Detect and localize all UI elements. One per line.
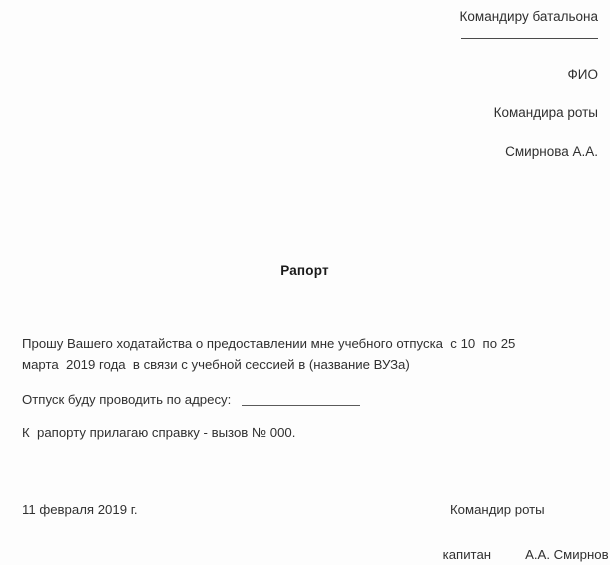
addressee-blank-rule (461, 38, 598, 39)
addressee-line-fio: ФИО (567, 66, 598, 82)
footer-date: 11 февраля 2019 г. (22, 502, 138, 517)
body-paragraph-address (22, 389, 567, 410)
body-paragraph-request-line-1: Прошу Вашего ходатайства о предоставлении мне учебного отпуска с 10 по 25 (22, 336, 516, 351)
address-blank-rule (242, 405, 360, 406)
footer-signer-name: А.А. Смирнов (525, 547, 609, 562)
address-label: Отпуск буду проводить по адресу: (22, 392, 232, 407)
addressee-line-author-name: Смирнова А.А. (505, 143, 598, 159)
body-paragraph-request-line-2: марта 2019 года в связи с учебной сессией в (название ВУЗа) (22, 357, 410, 372)
paragraph-spacer-2 (22, 410, 567, 422)
document-body (22, 333, 567, 443)
body-paragraph-attachment: К рапорту прилагаю справку - вызов № 000. (22, 425, 296, 440)
footer-signer-rank: капитан (442, 547, 492, 562)
addressee-line-battalion-commander: Командиру батальона (459, 9, 598, 24)
footer-signature-row (428, 532, 609, 565)
document-title (0, 263, 610, 278)
paragraph-spacer (22, 375, 567, 389)
footer-signer-role: Командир роты (450, 502, 545, 517)
addressee-line-company-commander: Командира роты (493, 105, 598, 120)
addressee-block (178, 0, 598, 158)
document-title-text: Рапорт (280, 263, 329, 278)
